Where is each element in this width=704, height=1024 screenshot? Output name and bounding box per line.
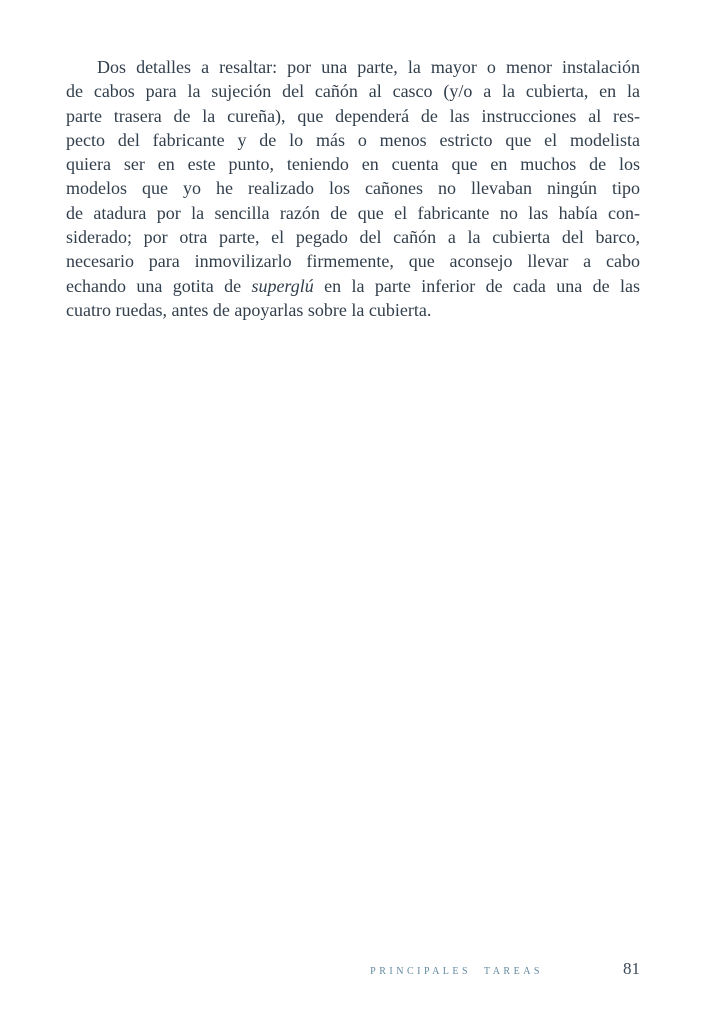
paragraph-line — [66, 104, 640, 128]
paragraph-line — [66, 128, 640, 152]
paragraph-line — [66, 201, 640, 225]
paragraph-line — [66, 298, 640, 322]
line-text: en la parte inferior de cada una de las — [313, 275, 640, 296]
running-title: PRINCIPALES TAREAS — [370, 966, 543, 977]
line-text: siderado; por otra parte, el pegado del cañón a la cubierta del barco, — [66, 227, 640, 248]
line-text: de atadura por la sencilla razón de que el fabricante no las había con- — [66, 202, 640, 223]
line-text: modelos que yo he realizado los cañones no llevaban ningún tipo — [66, 178, 640, 199]
page-number: 81 — [623, 959, 640, 978]
line-text: parte trasera de la cureña), que dependerá de las instrucciones al res- — [66, 105, 640, 126]
page-footer — [66, 959, 640, 979]
line-text: Dos detalles a resaltar: por una parte, la mayor o menor instalación — [97, 57, 640, 77]
line-text: de cabos para la sujeción del cañón al casco (y/o a la cubierta, en la — [66, 81, 640, 102]
paragraph-line — [66, 225, 640, 249]
paragraph-line — [66, 249, 640, 273]
paragraph-line — [66, 152, 640, 176]
line-text: necesario para inmovilizarlo firmemente, que aconsejo llevar a cabo — [66, 251, 640, 272]
line-text: pecto del fabricante y de lo más o menos estricto que el modelista — [66, 129, 640, 150]
paragraph-line — [66, 176, 640, 200]
line-text: quiera ser en este punto, teniendo en cuenta que en muchos de los — [66, 154, 640, 175]
line-text: cuatro ruedas, antes de apoyarlas sobre la cubierta. — [66, 299, 432, 320]
line-text-italic: superglú — [251, 275, 314, 296]
paragraph-line — [66, 274, 640, 298]
paragraph-line — [66, 79, 640, 103]
body-paragraph — [66, 55, 640, 322]
paragraph-line — [66, 55, 640, 79]
line-text: echando una gotita de — [66, 275, 252, 296]
